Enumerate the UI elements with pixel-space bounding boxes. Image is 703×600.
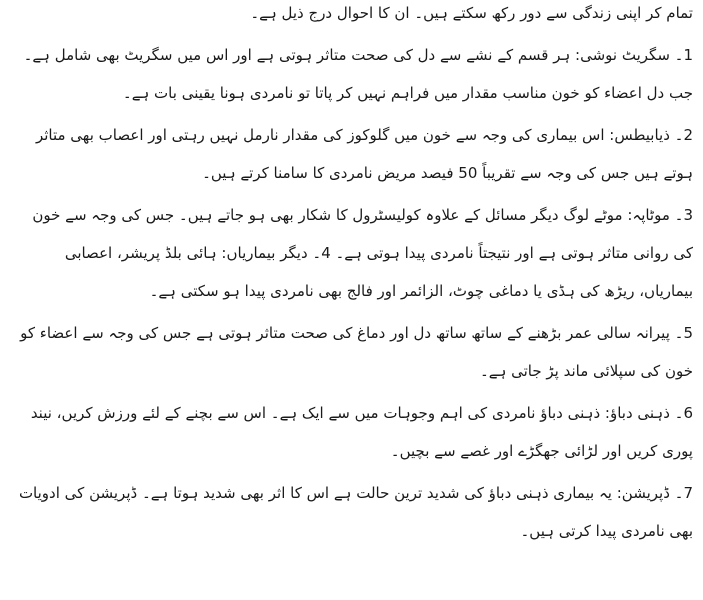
- paragraph-depression: 7۔ ڈپریشن: یہ بیماری ذہنی دباؤ کی شدید ترین حالت ہے اس کا اثر بھی شدید ہوتا ہے۔ ڈپریشن کی ادویات بھی نامردی پیدا کرتی ہیں۔: [18, 484, 693, 540]
- paragraph-old-age: 5۔ پیرانہ سالی عمر بڑھنے کے ساتھ ساتھ دل اور دماغ کی صحت متاثر ہوتی ہے جس کی وجہ سے اعضاء کو خون کی سپلائی ماند پڑ جاتی ہے۔: [20, 324, 693, 380]
- paragraph-stress: 6۔ ذہنی دباؤ: ذہنی دباؤ نامردی کی اہم وجوہات میں سے ایک ہے۔ اس سے بچنے کے لئے ورزش کریں، نیند پوری کریں اور لڑائی جھگڑے اور غصے سے بچیں۔: [30, 404, 693, 460]
- paragraph-intro: تمام کر اپنی زندگی سے دور رکھ سکتے ہیں۔ ان کا احوال درج ذیل ہے۔: [250, 4, 693, 22]
- paragraph-obesity: 3۔ موٹاپہ: موٹے لوگ دیگر مسائل کے علاوہ کولیسٹرول کا شکار بھی ہو جاتے ہیں۔ جس کی وجہ سے خون کی روانی متاثر ہوتی ہے اور نتیجتاً نامردی پیدا ہوتی ہے۔ 4۔ دیگر بیماریاں: ہائی بلڈ پریشر، اعصابی بیماریاں، ریڑھ کی ہڈی یا دماغی چوٹ، الزائمر اور فالج بھی نامردی پیدا ہو سکتی ہے۔: [32, 206, 693, 300]
- paragraph-smoking: 1۔ سگریٹ نوشی: ہر قسم کے نشے سے دل کی صحت متاثر ہوتی ہے اور اس میں سگریٹ بھی شامل ہے۔ جب دل اعضاء کو خون مناسب مقدار میں فراہم نہیں کر پاتا تو نامردی ہونا یقینی بات ہے۔: [23, 46, 693, 102]
- paragraph-diabetes: 2۔ ذیابیطس: اس بیماری کی وجہ سے خون میں گلوکوز کی مقدار نارمل نہیں رہتی اور اعصاب بھی متاثر ہوتے ہیں جس کی وجہ سے تقریباً 50 فیصد مریض نامردی کا سامنا کرتے ہیں۔: [35, 126, 693, 182]
